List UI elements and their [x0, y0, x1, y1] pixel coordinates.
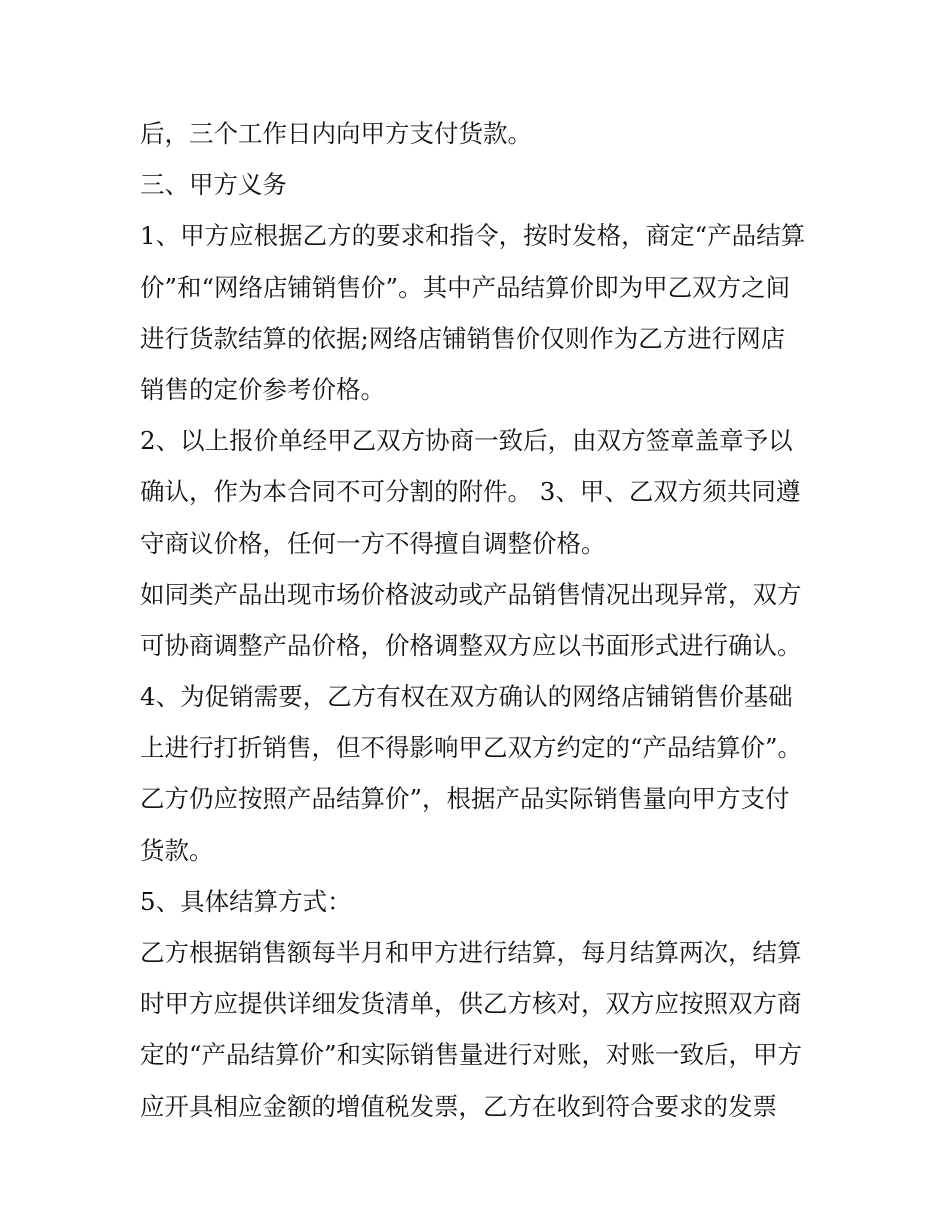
text-line-clause-4: 4、为促销需要，乙方有权在双方确认的网络店铺销售价基础: [140, 682, 793, 712]
text-line-clause-4: 上进行打折销售，但不得影响甲乙双方约定的“产品结算价”。: [140, 733, 803, 763]
text-line-payment-terms: 后，三个工作日内向甲方支付货款。: [140, 119, 532, 148]
text-line-settlement: 定的“产品结算价”和实际销售量进行对账，对账一致后，甲方: [140, 1040, 803, 1070]
section-heading-party-a-obligations: 三、甲方义务: [140, 170, 287, 200]
text-line-clause-5-heading: 5、具体结算方式：: [140, 886, 352, 916]
text-line-settlement: 乙方根据销售额每半月和甲方进行结算，每月结算两次，结算: [140, 938, 802, 967]
text-line-clause-2: 2、以上报价单经甲乙双方协商一致后，由双方签章盖章予以: [140, 426, 793, 456]
text-line-price-adjustment: 如同类产品出现市场价格波动或产品销售情况出现异常，双方: [140, 579, 802, 609]
text-line-clause-1: 销售的定价参考价格。: [140, 374, 385, 404]
text-line-clause-1: 1、甲方应根据乙方的要求和指令，按时发格，商定“产品结算: [140, 221, 806, 251]
text-line-clause-1: 进行货款结算的依据;网络店铺销售价仅则作为乙方进行网店: [140, 323, 786, 353]
text-line-settlement: 应开具相应金额的增值税发票，乙方在收到符合要求的发票: [140, 1091, 777, 1121]
text-line-clause-4: 乙方仍应按照产品结算价”，根据产品实际销售量向甲方支付: [140, 784, 790, 814]
text-line-clause-2-3: 确认，作为本合同不可分割的附件。 3、甲、乙双方须共同遵: [140, 477, 801, 507]
contract-text: [140, 108, 820, 1132]
text-line-price-adjustment: 可协商调整产品价格，价格调整双方应以书面形式进行确认。: [140, 630, 802, 660]
text-line-clause-1: 价”和“网络店铺销售价”。其中产品结算价即为甲乙双方之间: [140, 272, 791, 302]
text-line-settlement: 时甲方应提供详细发货清单，供乙方核对，双方应按照双方商: [140, 989, 802, 1019]
text-line-clause-3: 守商议价格，任何一方不得擅自调整价格。: [140, 528, 606, 558]
text-line-clause-4: 货款。: [140, 835, 214, 865]
